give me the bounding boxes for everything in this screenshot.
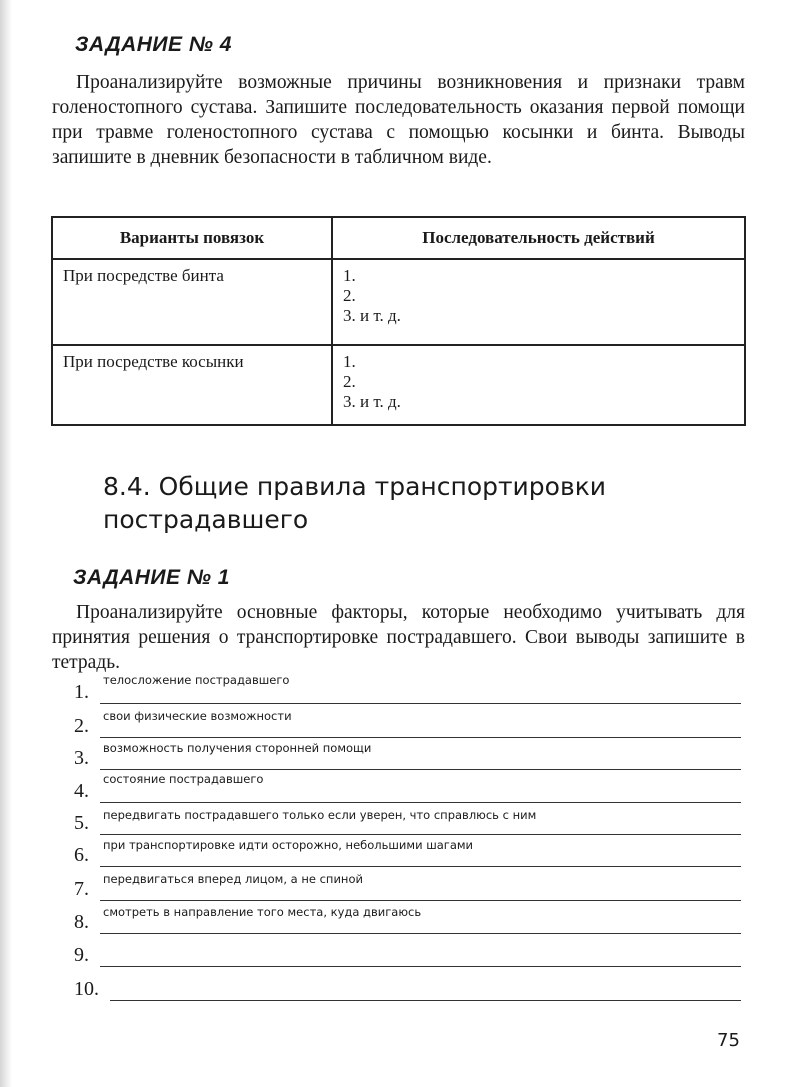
answer-line[interactable] [100,966,741,967]
answer-text: передвигаться вперед лицом, а не спиной [103,872,363,886]
answer-text: при транспортировке идти осторожно, небольшими шагами [103,838,474,852]
page-number: 75 [717,1030,740,1051]
step: 2. [343,286,356,305]
item-number: 2. [74,715,89,737]
answer-line[interactable] [100,769,741,770]
answer-text: состояние пострадавшего [103,772,264,786]
item-number: 9. [74,944,89,966]
table-cell-variant: При посредстве косынки [52,345,332,425]
answer-line[interactable] [100,703,741,704]
item-number: 4. [74,780,89,802]
item-number: 10. [74,978,99,1000]
step: 3. и т. д. [343,306,401,325]
answer-line[interactable] [100,834,741,835]
task1-text: Проанализируйте основные факторы, которые необходимо учитывать для принятия решения о транспортировке пострадавшего. Свои выводы запишите в тетрадь. [52,602,745,673]
section-title: 8.4. Общие правила транспортировки пострадавшего [103,472,607,534]
item-number: 5. [74,812,89,834]
answer-text: передвигать пострадавшего только если уверен, что справлюсь с ним [103,808,537,822]
answer-text: телосложение пострадавшего [103,673,290,687]
answer-line[interactable] [100,866,741,867]
answer-line[interactable] [100,802,741,803]
item-number: 7. [74,878,89,900]
item-number: 6. [74,844,89,866]
step: 1. [343,352,356,371]
item-number: 1. [74,681,89,703]
answer-text: возможность получения сторонней помощи [103,741,372,755]
answer-line[interactable] [110,1000,741,1001]
task4-text: Проанализируйте возможные причины возникновения и признаки травм голеностопного сустава. Запишите последовательность оказания первой помощи при травме голеностопного сустава с помощью косынки и бинта. Выводы запишите в дневник безопасности в табличном виде. [52,72,745,168]
scan-edge [0,0,12,1087]
table-cell-steps [332,259,745,345]
table-cell-variant: При посредстве бинта [52,259,332,345]
table-header-row [52,217,745,259]
table-row [52,345,745,425]
answer-text: смотреть в направление того места, куда двигаюсь [103,905,422,919]
answer-line[interactable] [100,737,741,738]
answer-line[interactable] [100,900,741,901]
task4-title: ЗАДАНИЕ № 4 [75,33,232,56]
step: 2. [343,372,356,391]
table-row [52,259,745,345]
item-number: 8. [74,911,89,933]
answer-text: свои физические возможности [103,709,292,723]
task1-title: ЗАДАНИЕ № 1 [73,566,230,589]
table-header: Последовательность действий [332,217,745,259]
answer-line[interactable] [100,933,741,934]
table-cell-steps [332,345,745,425]
item-number: 3. [74,747,89,769]
step: 1. [343,266,356,285]
bandage-table [51,216,746,426]
table-header: Варианты повязок [52,217,332,259]
step: 3. и т. д. [343,392,401,411]
